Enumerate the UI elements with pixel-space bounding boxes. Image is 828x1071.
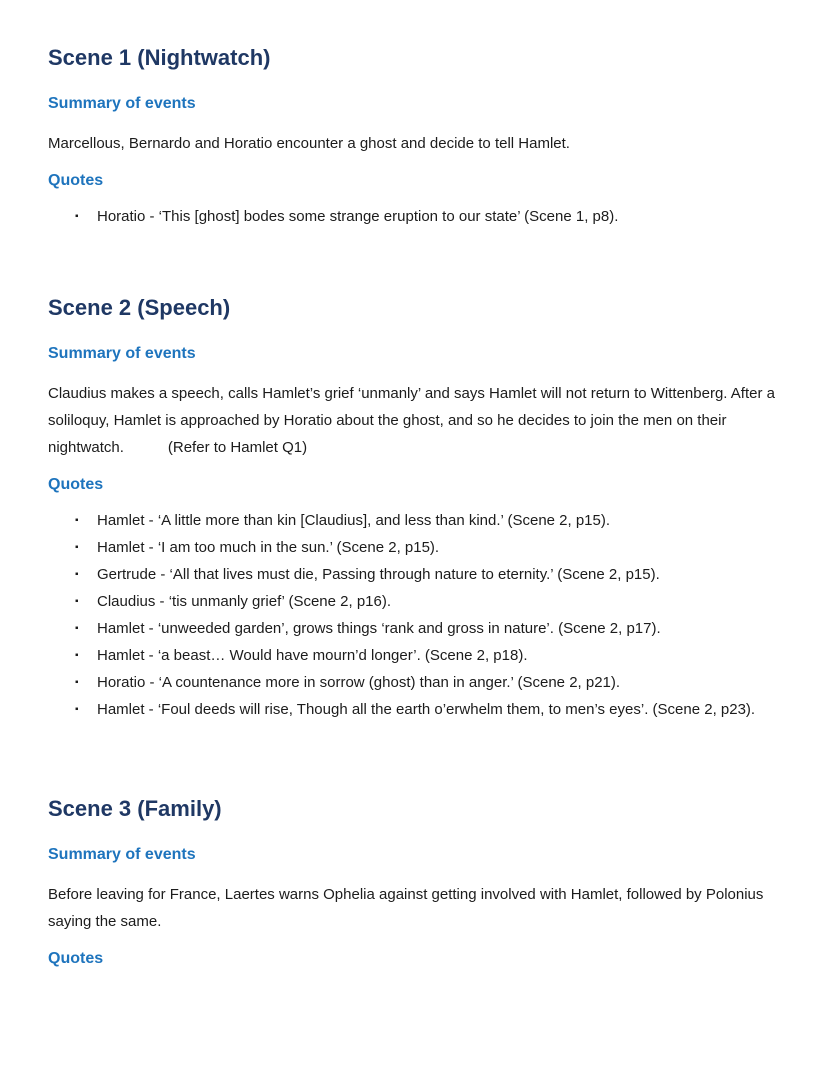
quote-item [75, 669, 780, 696]
quote-item [75, 615, 780, 642]
scene-2-summary-heading: Summary of events [48, 345, 196, 362]
section-scene-3 [48, 795, 780, 969]
scene-1-heading: Scene 1 (Nightwatch) [48, 45, 271, 70]
scene-1-summary-heading: Summary of events [48, 95, 196, 112]
quote-item [75, 203, 780, 230]
scene-1-quote-list [48, 203, 780, 230]
bullet-square-icon: ▪ [75, 677, 79, 688]
scene-1-quotes-heading: Quotes [48, 172, 104, 189]
scene-3-summary-text: Before leaving for France, Laertes warns Ophelia against getting involved with Hamlet, followed by Polonius saying the same. [48, 886, 764, 930]
scene-2-summary-body: Claudius makes a speech, calls Hamlet’s grief ‘unmanly’ and says Hamlet will not return to Wittenberg. After a soliloquy, Hamlet is approached by Horatio about the ghost, and so he decides to join the men on their nightwatch. [48, 385, 775, 456]
quote-text: Hamlet - ‘a beast… Would have mourn’d longer’. (Scene 2, p18). [97, 647, 528, 664]
quote-item [75, 696, 780, 723]
bullet-square-icon: ▪ [75, 704, 79, 715]
section-scene-2 [48, 294, 780, 723]
quote-item [75, 534, 780, 561]
scene-2-quotes-heading: Quotes [48, 476, 104, 493]
scene-2-summary-text [48, 380, 780, 461]
scene-3-heading: Scene 3 (Family) [48, 796, 222, 821]
bullet-square-icon: ▪ [75, 515, 79, 526]
bullet-square-icon: ▪ [75, 650, 79, 661]
quote-text: Horatio - ‘This [ghost] bodes some strange eruption to our state’ (Scene 1, p8). [97, 208, 619, 225]
scene-3-quotes-heading: Quotes [48, 950, 104, 967]
bullet-square-icon: ▪ [75, 623, 79, 634]
quote-item [75, 507, 780, 534]
quote-text: Hamlet - ‘Foul deeds will rise, Though all the earth o’erwhelm them, to men’s eyes’. (Scene 2, p23). [97, 701, 756, 718]
scene-2-quote-list [48, 507, 780, 723]
scene-2-heading: Scene 2 (Speech) [48, 295, 231, 320]
scene-1-summary-text: Marcellous, Bernardo and Horatio encounter a ghost and decide to tell Hamlet. [48, 135, 570, 152]
bullet-square-icon: ▪ [75, 596, 79, 607]
quote-item [75, 561, 780, 588]
quote-item [75, 642, 780, 669]
quote-text: Claudius - ‘tis unmanly grief’ (Scene 2, p16). [97, 593, 392, 610]
quote-text: Gertrude - ‘All that lives must die, Passing through nature to eternity.’ (Scene 2, p15). [97, 566, 660, 583]
bullet-square-icon: ▪ [75, 542, 79, 553]
bullet-square-icon: ▪ [75, 569, 79, 580]
quote-text: Horatio - ‘A countenance more in sorrow (ghost) than in anger.’ (Scene 2, p21). [97, 674, 621, 691]
scene-3-summary-heading: Summary of events [48, 846, 196, 863]
quote-text: Hamlet - ‘unweeded garden’, grows things ‘rank and gross in nature’. (Scene 2, p17). [97, 620, 661, 637]
quote-text: Hamlet - ‘I am too much in the sun.’ (Scene 2, p15). [97, 539, 440, 556]
quote-text: Hamlet - ‘A little more than kin [Claudius], and less than kind.’ (Scene 2, p15). [97, 512, 611, 529]
scene-2-summary-note: (Refer to Hamlet Q1) [167, 439, 308, 456]
quote-item [75, 588, 780, 615]
section-scene-1 [48, 44, 780, 230]
bullet-square-icon: ▪ [75, 211, 79, 222]
